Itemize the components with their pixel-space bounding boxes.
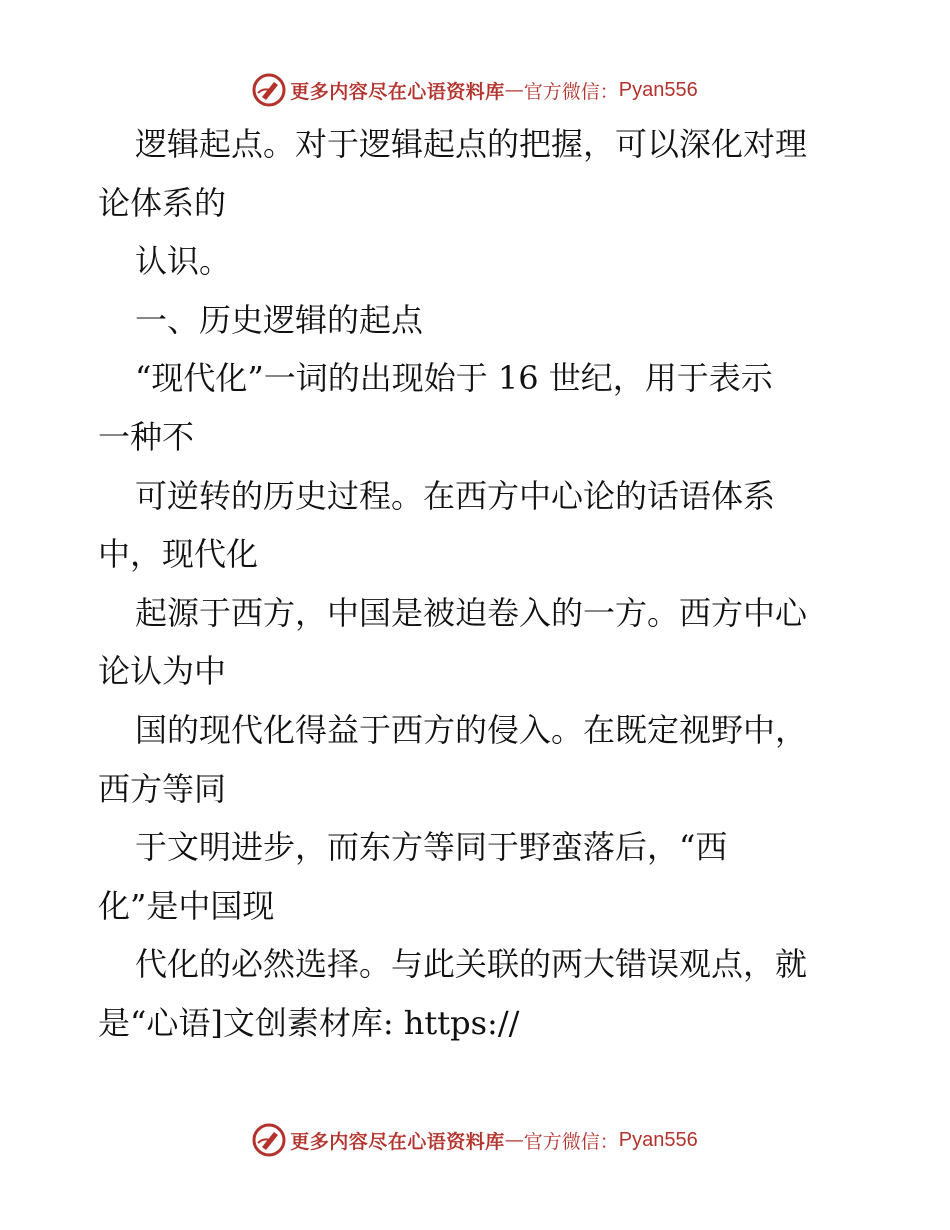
text-line: 西方等同 [98,769,227,808]
logo-icon [252,1123,286,1157]
text-line: 一种不 [98,417,195,456]
text-line: 代化的必然选择。与此关联的两大错误观点，就 [135,945,808,984]
text-line: 中，现代化 [98,535,259,574]
header-banner [0,70,950,110]
text-line: 可逆转的历史过程。在西方中心论的话语体系 [135,476,776,515]
text-line: 论认为中 [98,652,227,691]
text-line: 论体系的 [98,183,227,222]
banner-wechat-id: Pyan556 [618,78,698,101]
banner-dash: — [504,79,524,101]
text-line: 一、历史逻辑的起点 [135,300,424,339]
text-line: 认识。 [135,242,232,281]
text-line: 于文明进步，而东方等同于野蛮落后，“西 [135,828,728,867]
banner-wechat-label: 官方微信： [523,80,619,103]
footer-banner [0,1120,950,1160]
banner-site-name: 更多内容尽在心语资料库 [290,1130,505,1153]
banner-dash: — [504,1129,524,1151]
text-line: 起源于西方，中国是被迫卷入的一方。西方中心 [135,593,808,632]
text-line: 化”是中国现 [98,886,275,925]
document-body [98,115,898,1053]
text-line: “现代化”一词的出现始于 16 世纪，用于表示 [135,359,773,398]
banner-wechat-id: Pyan556 [618,1128,698,1151]
banner-site-name: 更多内容尽在心语资料库 [290,80,505,103]
text-line: 逻辑起点。对于逻辑起点的把握，可以深化对理 [135,125,808,163]
banner-wechat-label: 官方微信： [523,1130,619,1153]
text-line: 国的现代化得益于西方的侵入。在既定视野中， [135,710,808,749]
logo-icon [252,73,286,107]
text-line: 是“心语]文创素材库: https:// [98,1003,520,1042]
